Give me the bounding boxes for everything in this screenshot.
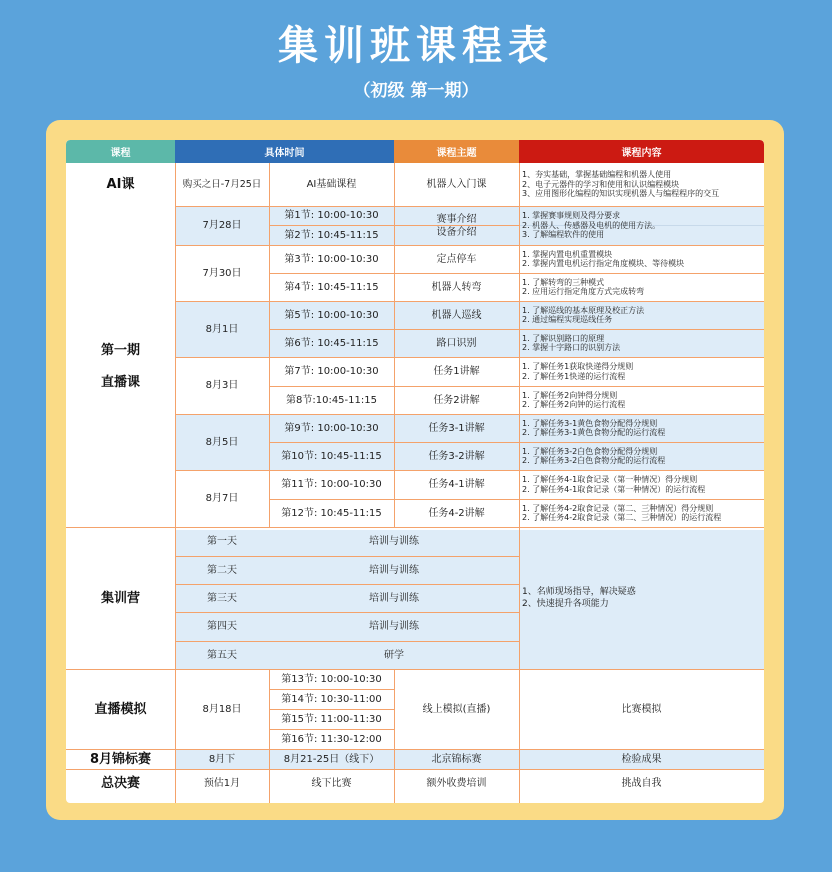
ai-date: 购买之日-7月25日 xyxy=(182,179,262,190)
header-time: 具体时间 xyxy=(175,140,394,163)
camp-topic: 培训与训练 xyxy=(369,592,419,604)
lesson-content: 1. 掌握赛事规则及得分要求 2. 机器人、传感器及电机的使用方法。 3. 了解编程软件的使用 xyxy=(522,211,661,240)
live-date: 7月30日 xyxy=(202,267,242,279)
lesson-content: 1. 了解转弯的三种模式 2. 应用运行指定角度方式完成转弯 xyxy=(522,277,645,296)
lesson-topic: 定点停车 xyxy=(436,253,477,265)
camp-content: 1、名师现场指导，解决疑惑 2、快速提升各项能力 xyxy=(522,587,636,609)
lesson-time: 第4节: 10:45-11:15 xyxy=(284,281,379,293)
live-date: 7月28日 xyxy=(202,220,242,231)
lesson-topic: 任务4-2讲解 xyxy=(428,507,485,519)
lesson-content: 1. 了解任务3-1黄色食物分配得分规则 2. 了解任务3-1黄色食物分配的运行流程 xyxy=(522,418,666,437)
lesson-topic: 任务4-1讲解 xyxy=(428,479,485,490)
camp-topic: 培训与训练 xyxy=(369,536,419,547)
lesson-topic: 赛事介绍 设备介绍 xyxy=(436,213,477,238)
sim-time: 第15节: 11:00-11:30 xyxy=(281,713,382,725)
lesson-time: 第12节: 10:45-11:15 xyxy=(281,507,382,519)
champ-content: 检验成果 xyxy=(621,753,662,765)
course-champ: 8月锦标赛 xyxy=(89,751,152,767)
header-topic: 课程主题 xyxy=(394,140,519,163)
course-camp: 集训营 xyxy=(100,590,140,606)
sim-time: 第16节: 11:30-12:00 xyxy=(281,733,382,745)
final-date: 预估1月 xyxy=(203,777,241,789)
camp-topic: 培训与训练 xyxy=(369,564,419,576)
course-final: 总决赛 xyxy=(100,775,140,791)
ai-content: 1、夯实基础，掌握基础编程和机器人使用 2、电子元器件的学习和使用和认识编程模块 3、应用图形化编程的知识实现机器人与编程程序的交互 xyxy=(522,170,720,199)
course-sim: 直播模拟 xyxy=(94,701,147,717)
camp-day: 第五天 xyxy=(207,649,237,661)
lesson-time: 第6节: 10:45-11:15 xyxy=(284,337,379,349)
final-topic: 额外收费培训 xyxy=(426,777,487,789)
live-date: 8月7日 xyxy=(205,493,239,504)
live-date: 8月1日 xyxy=(205,323,239,335)
lesson-time: 第2节: 10:45-11:15 xyxy=(284,229,379,241)
course-ai: AI课 xyxy=(106,177,135,192)
lesson-time: 第7节: 10:00-10:30 xyxy=(284,366,379,377)
lesson-content: 1. 了解任务4-2取食记录（第二、三种情况）得分规则 2. 了解任务4-2取食记录（第二、三种情况）的运行流程 xyxy=(522,503,722,522)
ai-topic: 机器人入门课 xyxy=(426,179,487,190)
lesson-time: 第5节: 10:00-10:30 xyxy=(284,309,379,321)
schedule-table xyxy=(66,140,764,803)
lesson-topic: 路口识别 xyxy=(436,337,477,349)
page-subtitle: （初级 第一期） xyxy=(353,81,479,101)
final-content: 挑战自我 xyxy=(621,777,662,789)
sim-content: 比赛模拟 xyxy=(621,703,662,715)
final-time: 线下比赛 xyxy=(311,777,352,789)
lesson-content: 1. 了解识别路口的原理 2. 掌握十字路口的识别方法 xyxy=(522,333,621,352)
lesson-content: 1. 了解巡线的基本原理及校正方法 2. 通过编程实现巡线任务 xyxy=(522,305,645,324)
lesson-topic: 任务1讲解 xyxy=(433,366,480,377)
lesson-content: 1. 了解任务4-1取食记录（第一种情况）得分规则 2. 了解任务4-1取食记录（第一种情况）的运行流程 xyxy=(522,475,706,494)
lesson-time: 第3节: 10:00-10:30 xyxy=(284,253,379,265)
camp-day: 第一天 xyxy=(207,536,237,547)
lesson-time: 第11节: 10:00-10:30 xyxy=(281,479,382,490)
lesson-time: 第8节:10:45-11:15 xyxy=(286,394,377,406)
champ-date: 8月下 xyxy=(208,753,236,765)
ai-time: AI基础课程 xyxy=(306,179,357,190)
page-title: 集训班课程表 xyxy=(278,23,554,69)
header-content: 课程内容 xyxy=(519,140,764,163)
sim-time: 第14节: 10:30-11:00 xyxy=(281,693,382,705)
lesson-content: 1. 了解任务1获取快递得分规则 2. 了解任务1快递的运行流程 xyxy=(522,362,634,381)
header-course: 课程 xyxy=(66,140,175,163)
camp-topic: 研学 xyxy=(384,649,404,661)
course-live: 第一期 直播课 xyxy=(100,342,140,390)
lesson-topic: 任务3-2讲解 xyxy=(428,450,485,462)
lesson-topic: 机器人巡线 xyxy=(431,309,482,321)
camp-day: 第三天 xyxy=(207,592,237,604)
lesson-time: 第9节: 10:00-10:30 xyxy=(284,422,379,434)
camp-day: 第四天 xyxy=(207,621,237,632)
champ-time: 8月21-25日（线下） xyxy=(283,753,380,765)
lesson-topic: 任务2讲解 xyxy=(433,394,480,406)
camp-day: 第二天 xyxy=(207,564,237,576)
lesson-content: 1. 了解任务2向钟得分规则 2. 了解任务2向钟的运行流程 xyxy=(522,390,626,409)
champ-topic: 北京锦标赛 xyxy=(431,753,482,765)
sim-topic: 线上模拟(直播) xyxy=(422,703,491,715)
camp-topic: 培训与训练 xyxy=(369,621,419,632)
live-date: 8月5日 xyxy=(205,436,239,448)
lesson-content: 1. 了解任务3-2白色食物分配得分规则 2. 了解任务3-2白色食物分配的运行流程 xyxy=(522,446,666,465)
lesson-topic: 机器人转弯 xyxy=(431,281,482,293)
lesson-topic: 任务3-1讲解 xyxy=(428,422,485,434)
lesson-time: 第10节: 10:45-11:15 xyxy=(281,450,382,462)
live-date: 8月3日 xyxy=(205,380,239,391)
sim-date: 8月18日 xyxy=(202,703,242,715)
lesson-time: 第1节: 10:00-10:30 xyxy=(284,210,379,221)
lesson-content: 1. 掌握内置电机重置模块 2. 掌握内置电机运行指定角度模块、等待模块 xyxy=(522,249,685,268)
sim-time: 第13节: 10:00-10:30 xyxy=(281,673,382,685)
